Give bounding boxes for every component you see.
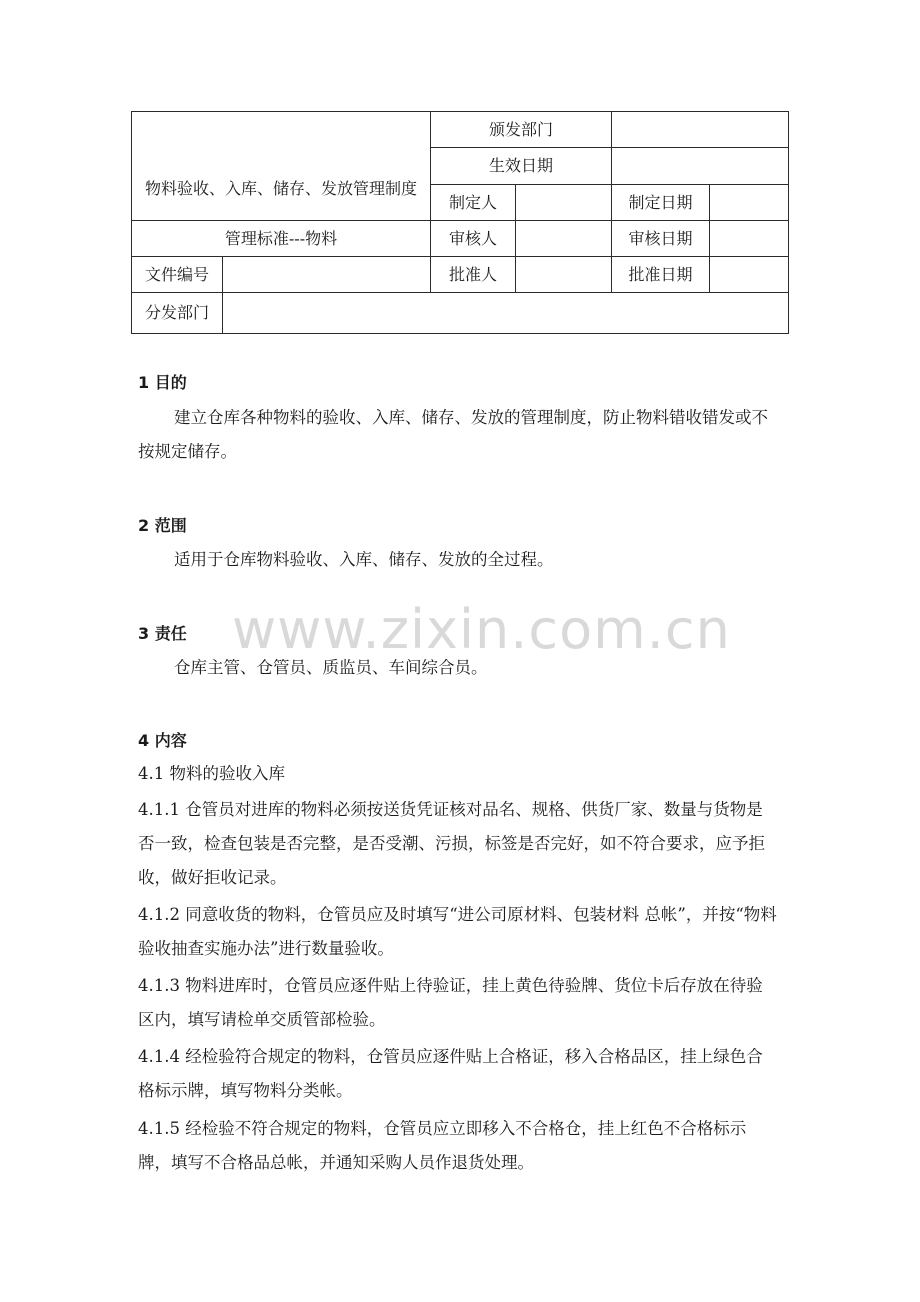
issuing-dept-label: 颁发部门: [430, 111, 612, 148]
preparer-value: [515, 184, 612, 221]
clause-4-1: 4.1 物料的验收入库: [138, 764, 285, 783]
reviewer-value: [515, 220, 612, 257]
effective-date-label: 生效日期: [430, 147, 612, 185]
prepare-date-value: [709, 184, 789, 221]
section-content-title: 4 内容: [138, 731, 187, 750]
reviewer-label: 审核人: [430, 220, 516, 257]
category-cell: 管理标准---物料: [131, 220, 431, 257]
section-purpose-title: 1 目的: [138, 373, 187, 392]
dist-dept-value: [222, 292, 789, 334]
review-date-value: [709, 220, 789, 257]
clause-4-1-5: 4.1.5 经检验不符合规定的物料，仓管员应立即移入不合格仓，挂上红色不合格标示牌，填写不合格品总帐，并通知采购人员作退货处理。: [138, 1119, 747, 1172]
doc-title-cell: [131, 111, 431, 221]
watermark: www.zixin.com.cn: [232, 598, 731, 661]
section-responsibility-text: 仓库主管、仓管员、质监员、车间综合员。: [174, 658, 488, 677]
prepare-date-label: 制定日期: [611, 184, 710, 221]
review-date-label: 审核日期: [611, 220, 710, 257]
approver-value: [515, 256, 612, 293]
section-responsibility-title: 3 责任: [138, 624, 187, 643]
preparer-label: 制定人: [430, 184, 516, 221]
dist-dept-label: 分发部门: [131, 292, 223, 334]
effective-date-value: [611, 147, 789, 185]
clause-4-1-1: 4.1.1 仓管员对进库的物料必须按送货凭证核对品名、规格、供货厂家、数量与货物是否一致，检查包装是否完整，是否受潮、污损，标签是否完好，如不符合要求，应予拒收，做好拒收记录。: [138, 800, 765, 887]
doc-no-label: 文件编号: [131, 256, 223, 293]
section-purpose-text: 建立仓库各种物料的验收、入库、储存、发放的管理制度，防止物料错收错发或不按规定储存。: [138, 408, 768, 461]
clause-4-1-2: 4.1.2 同意收货的物料，仓管员应及时填写“进公司原材料、包装材料 总帐”，并按“物料验收抽查实施办法”进行数量验收。: [138, 905, 777, 958]
section-scope-title: 2 范围: [138, 516, 187, 535]
header-table: [131, 111, 789, 334]
clause-4-1-3: 4.1.3 物料进库时，仓管员应逐件贴上待验证，挂上黄色待验牌、货位卡后存放在待验区内，填写请检单交质管部检验。: [138, 976, 763, 1029]
approve-date-label: 批准日期: [611, 256, 710, 293]
doc-title: 物料验收、入库、储存、发放管理制度: [144, 179, 417, 198]
section-scope-text: 适用于仓库物料验收、入库、储存、发放的全过程。: [174, 550, 554, 569]
doc-no-value: [222, 256, 431, 293]
approver-label: 批准人: [430, 256, 516, 293]
issuing-dept-value: [611, 111, 789, 148]
approve-date-value: [709, 256, 789, 293]
clause-4-1-4: 4.1.4 经检验符合规定的物料，仓管员应逐件贴上合格证，移入合格品区，挂上绿色合格标示牌，填写物料分类帐。: [138, 1047, 763, 1100]
